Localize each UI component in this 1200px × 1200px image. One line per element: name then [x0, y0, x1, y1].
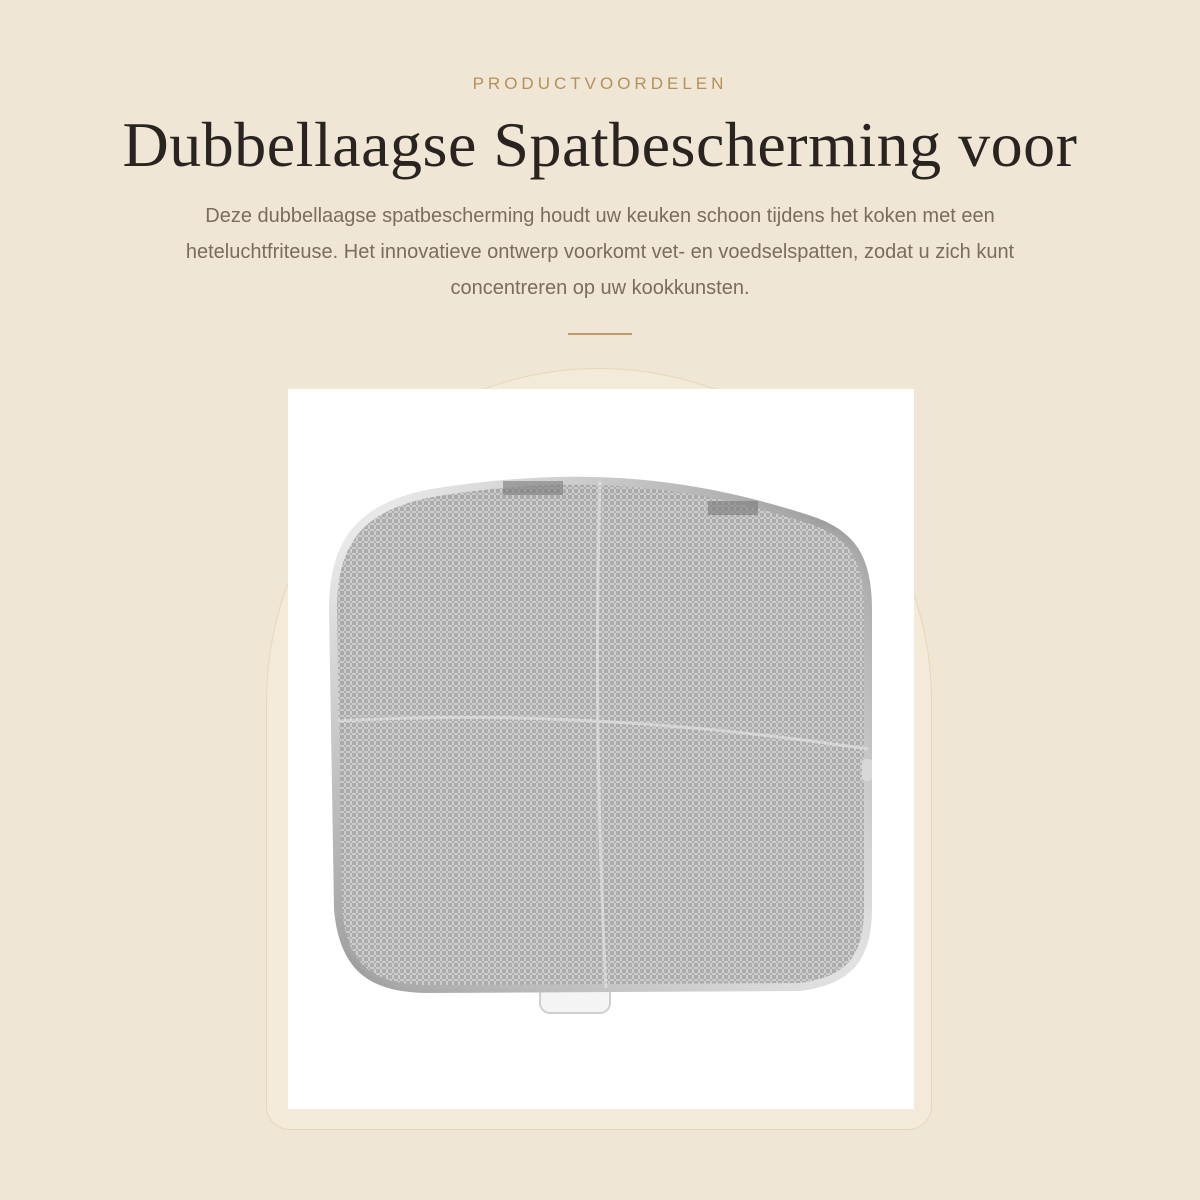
accent-divider [568, 333, 632, 335]
mesh-splatter-screen-image [288, 389, 914, 1109]
section-title: Dubbellaagse Spatbescherming voor [122, 109, 1078, 180]
section-description: Deze dubbellaagse spatbescherming houdt uw keuken schoon tijdens het koken met een heteluchtfriteuse. Het innovatieve ontwerp voorkomt vet- en voedselspatten, zodat u zich kunt concentreren op uw kookkunsten. [185, 205, 1015, 299]
product-photo [288, 389, 914, 1109]
eyebrow-label: PRODUCTVOORDELEN [472, 74, 728, 93]
